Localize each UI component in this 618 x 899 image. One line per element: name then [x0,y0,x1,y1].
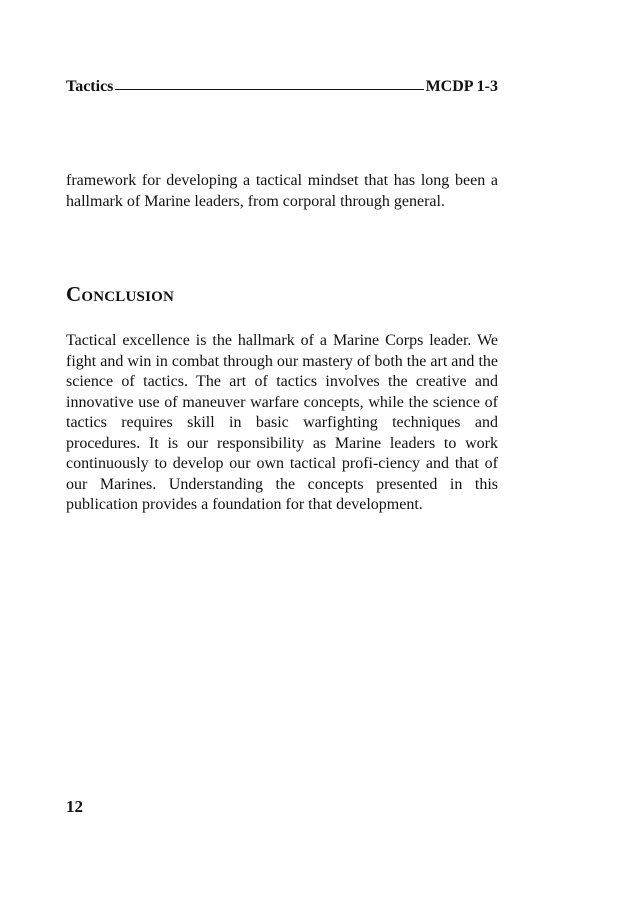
section-heading: Conclusion [66,282,175,306]
paragraph-conclusion: Tactical excellence is the hallmark of a Marine Corps leader. We fight and win in combat through our mastery of both the art and the science of tactics. The art of tactics involves the creative and innovative use of maneuver warfare concepts, while the science of tactics requires skill in basic warfighting techniques and procedures. It is our responsibility as Marine leaders to work continuously to develop our own tactical profi-ciency and that of our Marines. Understanding the concepts presented in this publication provides a foundation for that development. [66,332,498,513]
running-header [66,76,498,98]
header-publication-id: MCDP 1-3 [425,78,498,95]
page-number: 12 [66,797,83,816]
header-title: Tactics [66,78,114,95]
header-rule [115,89,423,90]
paragraph-continuation: framework for developing a tactical mindset that has long been a hallmark of Marine leaders, from corporal through general. [66,172,498,210]
